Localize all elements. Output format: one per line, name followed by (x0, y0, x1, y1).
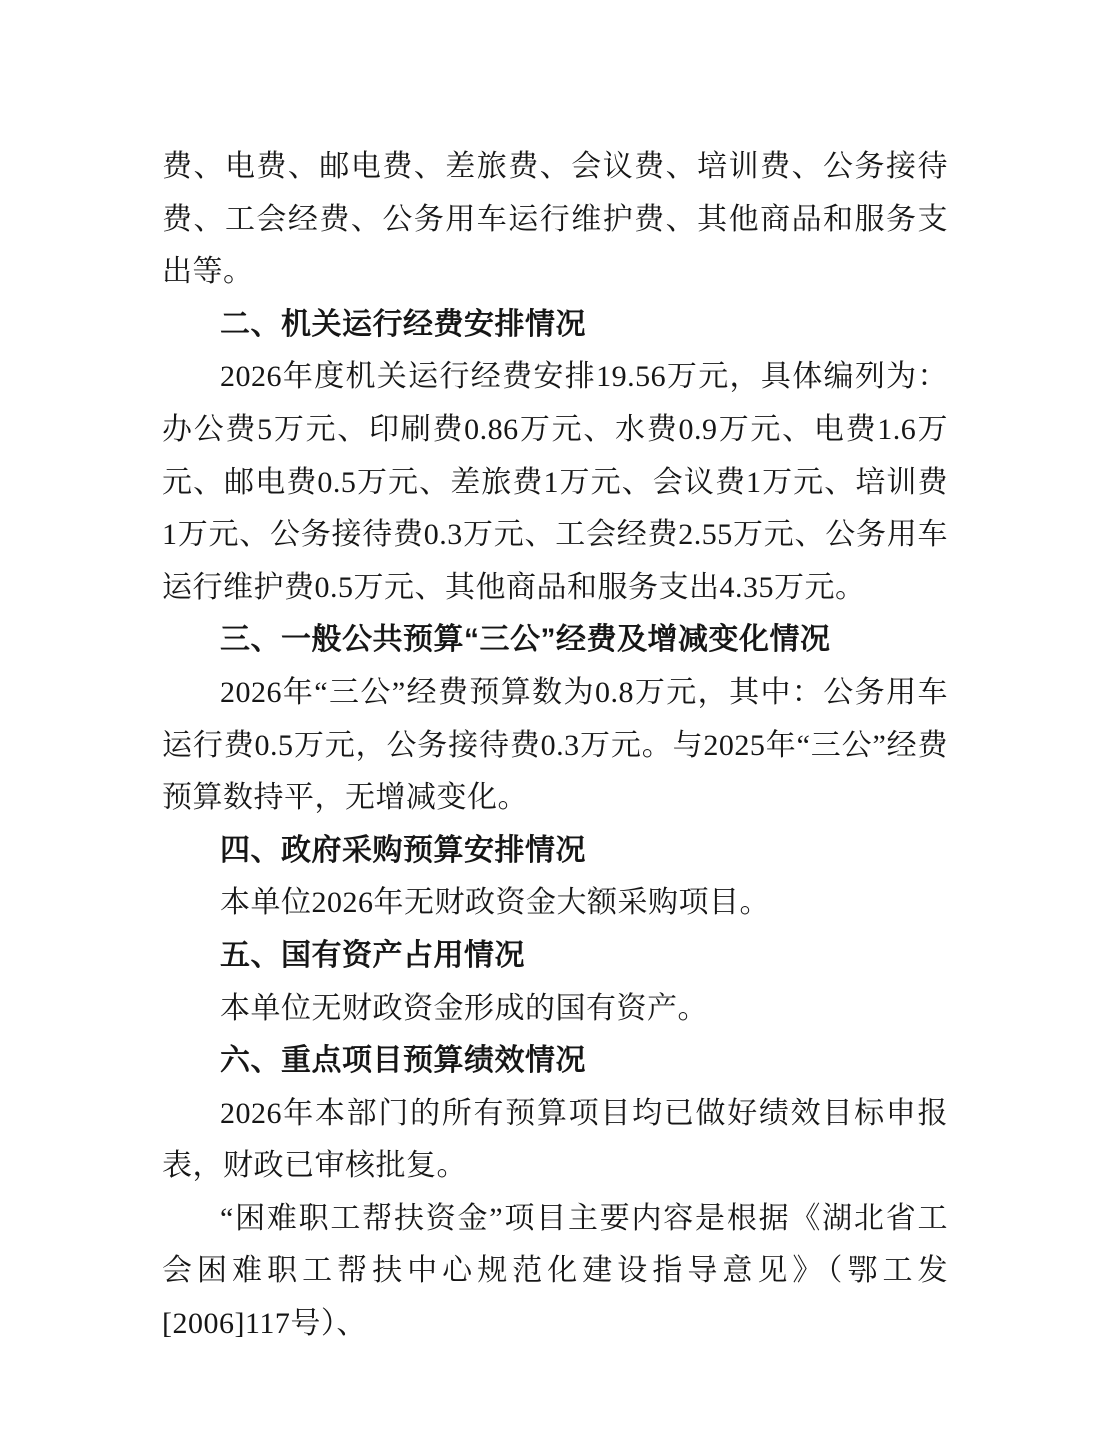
section-heading-3-three-public-expenses: 三、一般公共预算“三公”经费及增减变化情况 (220, 623, 831, 657)
paragraph-expense-items-continuation: 费、电费、邮电费、差旅费、会议费、培训费、公务接待费、工会经费、公务用车运行维护费、其他商品和服务支出等。 (162, 150, 948, 289)
section-heading-6-project-performance: 六、重点项目预算绩效情况 (220, 1044, 586, 1078)
paragraph-project-performance-detail: 2026年本部门的所有预算项目均已做好绩效目标申报表，财政已审核批复。 (162, 1096, 948, 1183)
paragraph-government-procurement-detail: 本单位2026年无财政资金大额采购项目。 (220, 886, 770, 920)
section-heading-4-government-procurement: 四、政府采购预算安排情况 (220, 833, 586, 867)
paragraph-three-public-expenses-detail: 2026年“三公”经费预算数为0.8万元，其中：公务用车运行费0.5万元，公务接待费0.3万元。与2025年“三公”经费预算数持平，无增减变化。 (162, 675, 948, 815)
section-heading-2-operating-funds: 二、机关运行经费安排情况 (220, 307, 586, 341)
paragraph-hardship-worker-fund: “困难职工帮扶资金”项目主要内容是根据《湖北省工会困难职工帮扶中心规范化建设指导意见》（鄂工发[2006]117号）、 (162, 1201, 948, 1341)
section-heading-5-state-assets: 五、国有资产占用情况 (220, 938, 525, 972)
paragraph-operating-funds-detail: 2026年度机关运行经费安排19.56万元，具体编列为：办公费5万元、印刷费0.86万元、水费0.9万元、电费1.6万元、邮电费0.5万元、差旅费1万元、会议费1万元、培训费1万元、公务接待费0.3万元、工会经费2.55万元、公务用车运行维护费0.5万元、其他商品和服务支出4.35万元。 (162, 360, 948, 604)
paragraph-state-assets-detail: 本单位无财政资金形成的国有资产。 (220, 991, 708, 1025)
document-body (162, 141, 948, 1351)
